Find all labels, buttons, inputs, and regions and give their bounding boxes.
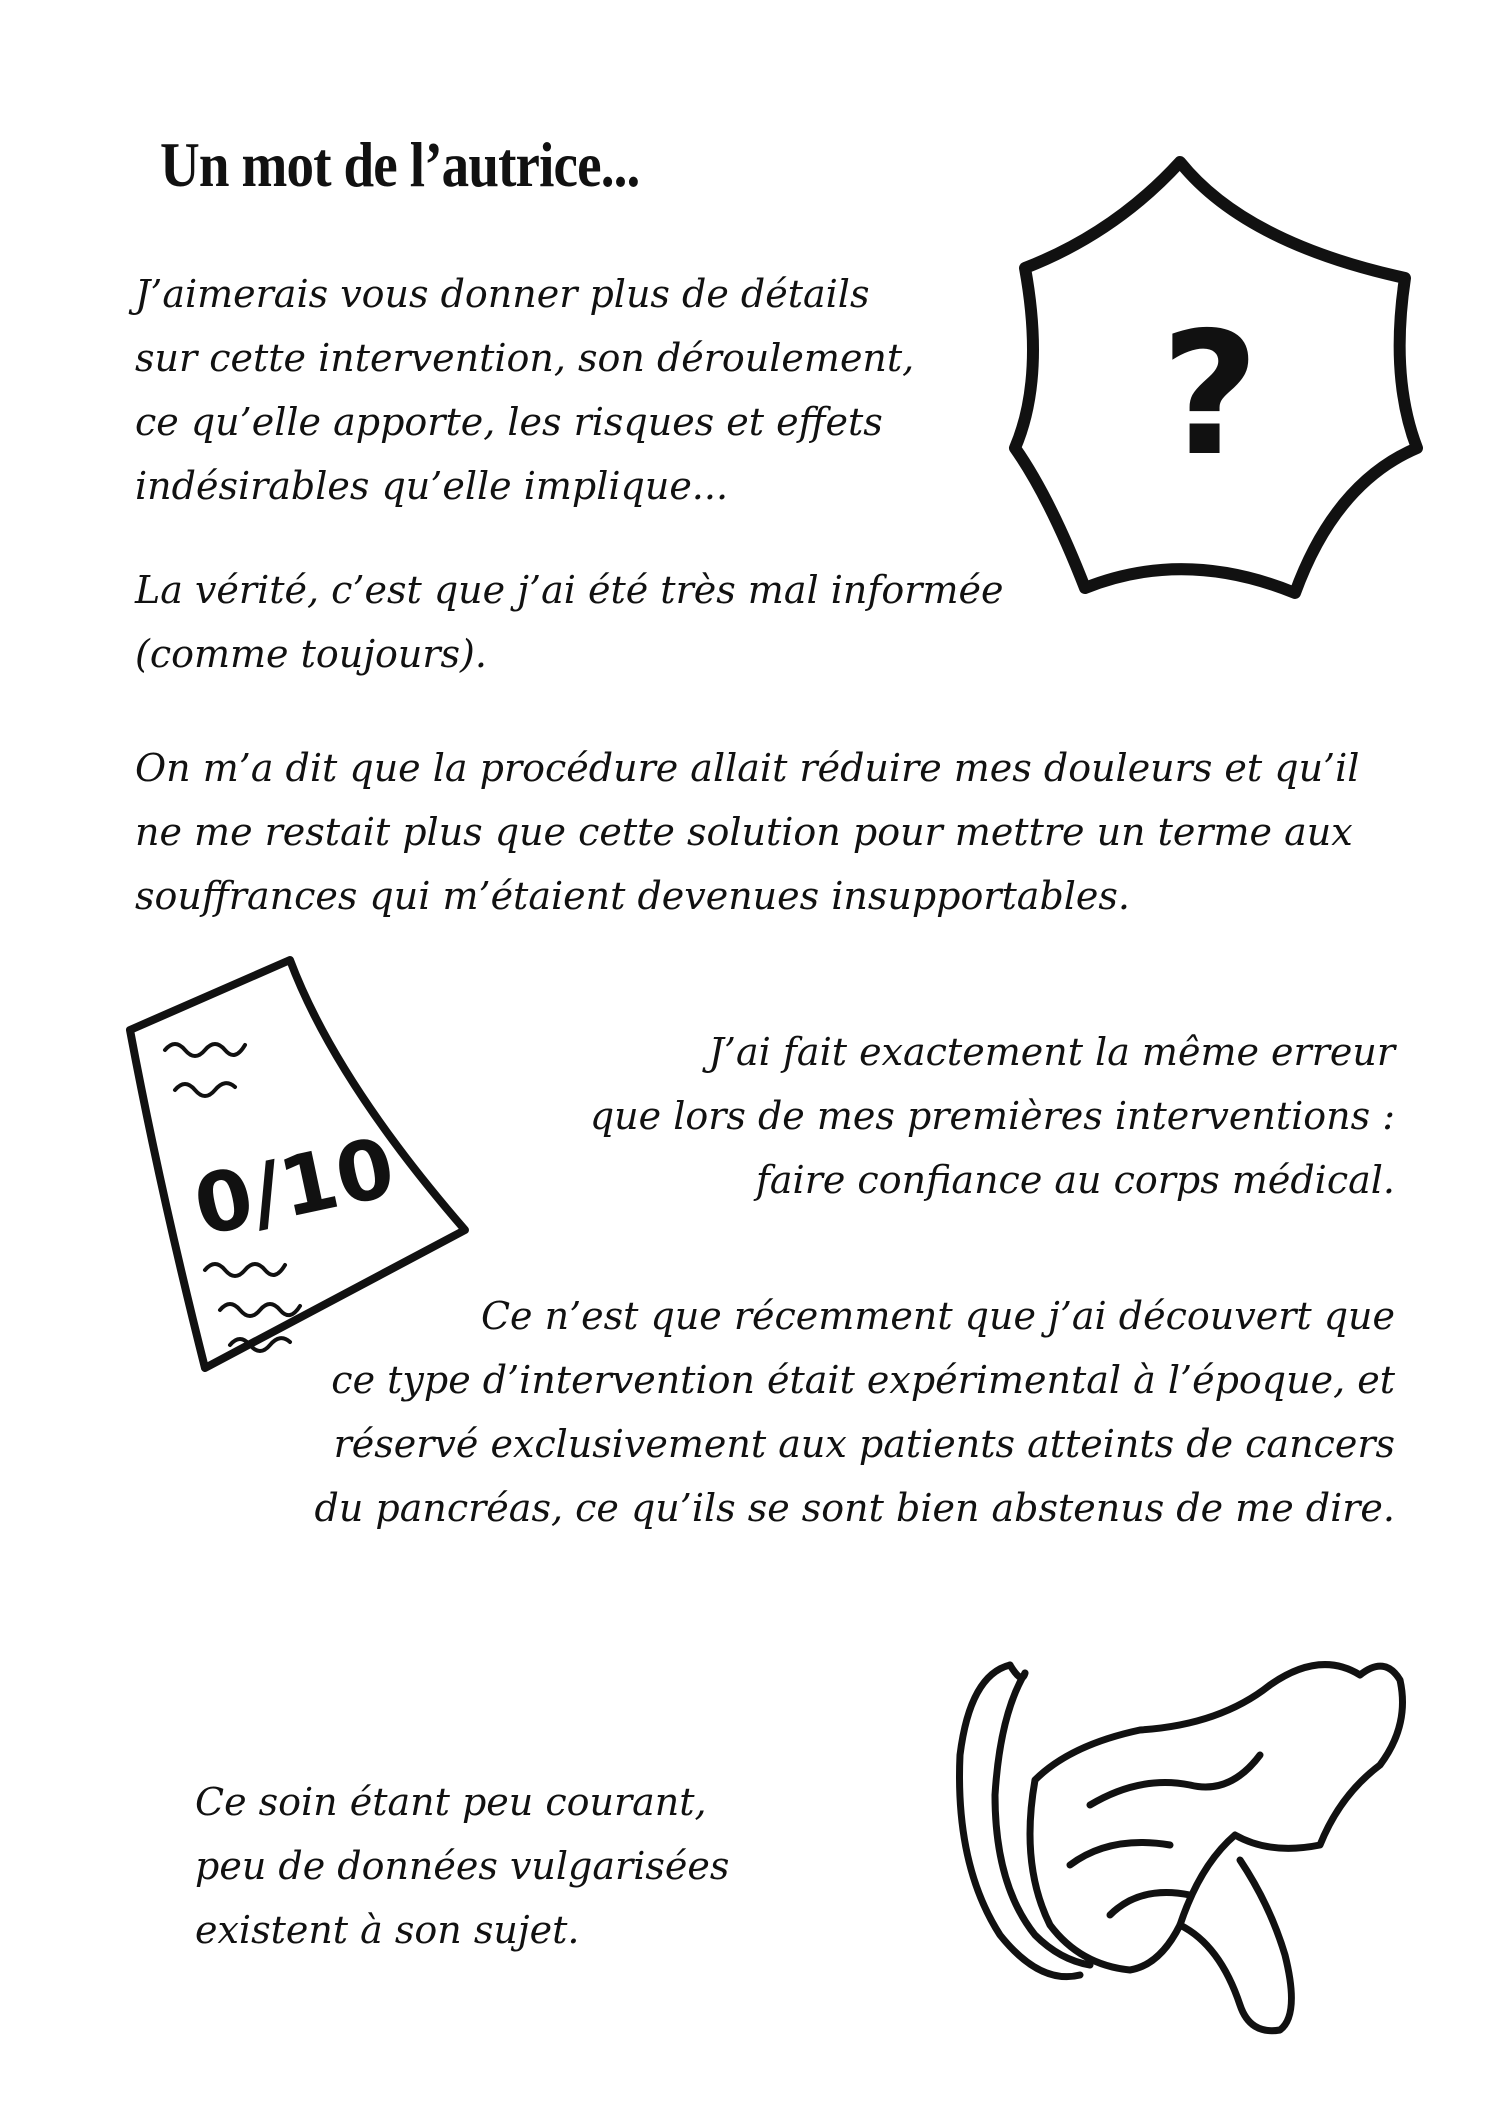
- paragraph-details: [135, 262, 914, 518]
- text-line: sur cette intervention, son déroulement,: [135, 336, 915, 380]
- paragraph-procedure: [135, 736, 1359, 928]
- text-line: réservé exclusivement aux patients atteints de cancers: [333, 1422, 1395, 1466]
- text-line: peu de données vulgarisées: [195, 1844, 730, 1888]
- grade-text: 0/10: [186, 1120, 403, 1255]
- text-line: Ce n’est que récemment que j’ai découvert que: [480, 1294, 1395, 1338]
- text-line: (comme toujours).: [135, 632, 487, 676]
- text-line: J’aimerais vous donner plus de détails: [135, 272, 870, 316]
- text-line: du pancréas, ce qu’ils se sont bien abstenus de me dire.: [314, 1486, 1395, 1530]
- paragraph-same-mistake: [590, 1020, 1395, 1212]
- question-mark-icon: [1005, 148, 1435, 618]
- text-line: J’ai fait exactement la même erreur: [708, 1030, 1395, 1074]
- text-line: La vérité, c’est que j’ai été très mal informée: [135, 568, 1004, 612]
- question-mark-glyph: ?: [1160, 296, 1260, 494]
- text-line: On m’a dit que la procédure allait réduire mes douleurs et qu’il: [135, 746, 1360, 790]
- page-title: Un mot de l’autrice...: [160, 129, 640, 200]
- text-line: ce qu’elle apporte, les risques et effets: [135, 400, 883, 444]
- text-line: que lors de mes premières interventions :: [589, 1094, 1395, 1138]
- text-line: faire confiance au corps médical.: [755, 1158, 1395, 1202]
- pancreas-icon: [940, 1635, 1440, 2035]
- text-line: ce type d’intervention était expérimental à l’époque, et: [331, 1358, 1395, 1402]
- paragraph-rare-care: [195, 1770, 729, 1962]
- paragraph-truth: [135, 558, 1003, 686]
- text-line: existent à son sujet.: [195, 1908, 580, 1952]
- text-line: indésirables qu’elle implique...: [135, 464, 729, 508]
- text-line: souffrances qui m’étaient devenues insupportables.: [135, 874, 1130, 918]
- text-line: Ce soin étant peu courant,: [195, 1780, 707, 1824]
- graded-paper-icon: [120, 950, 490, 1380]
- text-line: ne me restait plus que cette solution pour mettre un terme aux: [135, 810, 1353, 854]
